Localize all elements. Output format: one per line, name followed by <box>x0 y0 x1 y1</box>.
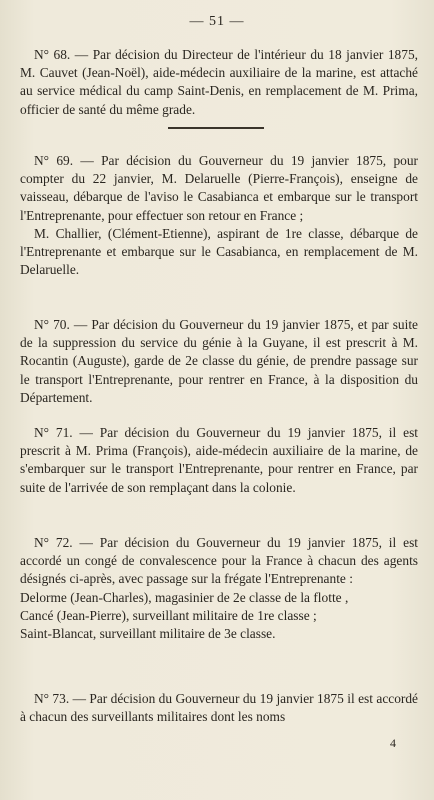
paragraph-70 <box>20 316 418 407</box>
section-divider <box>168 127 264 129</box>
paragraph-71 <box>20 424 418 497</box>
paragraph-68-text: N° 68. — Par décision du Directeur de l'intérieur du 18 janvier 1875, M. Cauvet (Jean-Noël), aide-médecin auxiliaire de la marine, est attaché au service médical du camp Saint-Denis, en remplacement de M. Prima, officier de santé du même grade. <box>20 47 418 117</box>
paragraph-72-text: N° 72. — Par décision du Gouverneur du 19 janvier 1875, il est accordé un congé de convalescence pour la France à chacun des agents désignés ci-après, avec passage sur la frégate l'Entreprenante : <box>20 535 418 587</box>
paragraph-69 <box>20 152 418 279</box>
paragraph-71-text: N° 71. — Par décision du Gouverneur du 19 janvier 1875, il est prescrit à M. Prima (François), aide-médecin auxiliaire de la marine, de s'embarquer sur le transport l'Entreprenante, pour rentrer en France, par suite de l'arrivée de son remplaçant dans la colonie. <box>20 425 418 495</box>
signature-mark: 4 <box>390 736 396 750</box>
paragraph-73-text: N° 73. — Par décision du Gouverneur du 19 janvier 1875 il est accordé à chacun des surveillants militaires dont les noms <box>20 691 418 725</box>
paragraph-72-list-item: Cancé (Jean-Pierre), surveillant militaire de 1re classe ; <box>20 607 317 623</box>
paragraph-73 <box>20 690 418 726</box>
paragraph-72 <box>20 534 418 643</box>
paragraph-72-list-item: Saint-Blancat, surveillant militaire de 3e classe. <box>20 626 276 642</box>
paragraph-72-list-item: Delorme (Jean-Charles), magasinier de 2e classe de la flotte , <box>20 589 349 605</box>
paragraph-69-continuation: M. Challier, (Clément-Etienne), aspirant de 1re classe, débarque de l'Entreprenante et embarque sur le Casabianca, en remplacement de M. Delaruelle. <box>20 225 418 278</box>
paragraph-68 <box>20 46 418 119</box>
page-number: — 51 — <box>189 14 245 29</box>
paragraph-70-text: N° 70. — Par décision du Gouverneur du 19 janvier 1875, et par suite de la suppression du service du génie à la Guyane, il est prescrit à M. Rocantin (Auguste), garde de 2e classe du génie, de prendre passage sur le transport l'Entreprenante, pour rentrer en France, à la disposition du Département. <box>20 317 418 405</box>
paragraph-69-text: N° 69. — Par décision du Gouverneur du 19 janvier 1875, pour compter du 22 janvier, M. Delaruelle (Pierre-François), enseigne de vaisseau, débarque de l'aviso le Casabianca et embarque sur le transport l'Entreprenante, pour effectuer son retour en France ; <box>20 153 418 223</box>
